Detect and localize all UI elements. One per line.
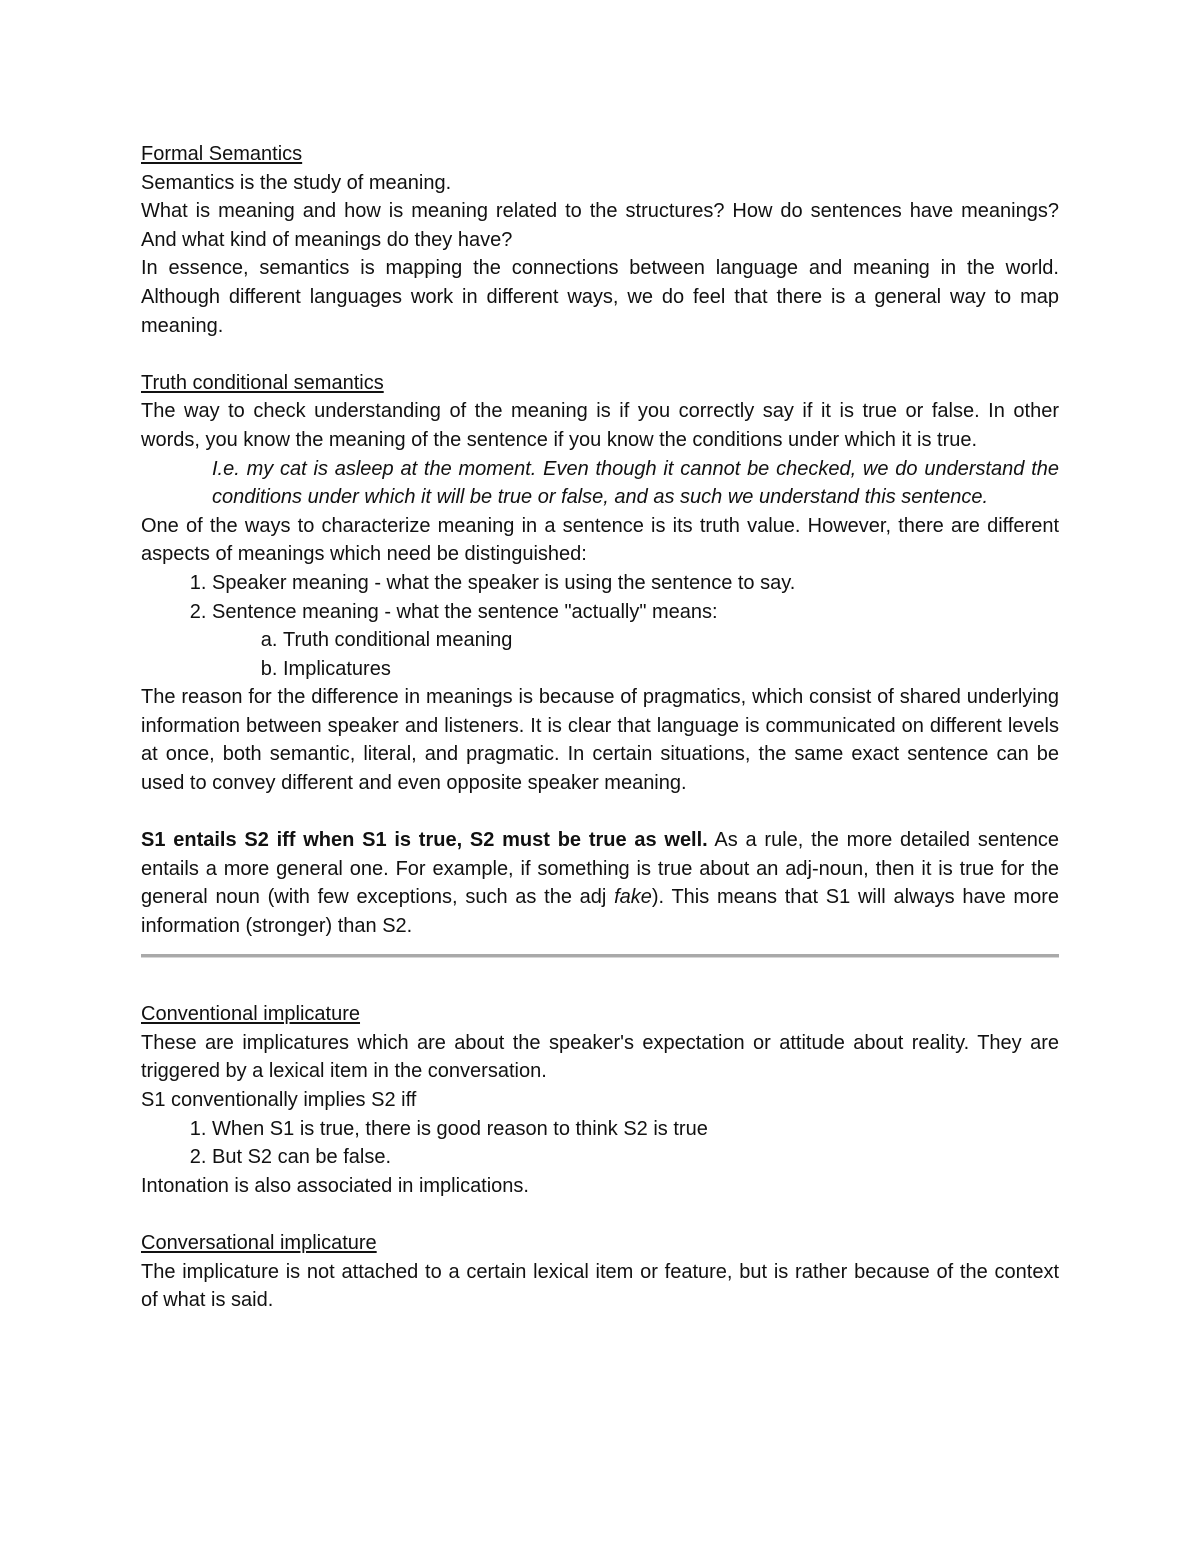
paragraph: The implicature is not attached to a certain lexical item or feature, but is rather because of the context of what is said.: [141, 1260, 1059, 1312]
paragraph: S1 conventionally implies S2 iff: [141, 1089, 417, 1111]
list-item: 1. Speaker meaning - what the speaker is using the sentence to say.: [212, 569, 1059, 598]
section-heading-conventional-implicature: Conventional implicature: [141, 1003, 361, 1026]
sub-list-item: a. Truth conditional meaning: [283, 626, 1059, 655]
paragraph: One of the ways to characterize meaning in a sentence is its truth value. However, there are different aspects of meanings which need be distinguished:: [141, 514, 1059, 566]
list-item: 1. When S1 is true, there is good reason to think S2 is true: [212, 1115, 1059, 1144]
sub-list: [212, 626, 1059, 683]
section-heading-conversational-implicature: Conversational implicature: [141, 1231, 377, 1254]
blank-line: [141, 1200, 1059, 1229]
italic-term: fake: [614, 886, 652, 909]
paragraph: The way to check understanding of the meaning is if you correctly say if it is true or false. In other words, you know the meaning of the sentence if you know the conditions under which it is true.: [141, 400, 1059, 451]
blank-line: [141, 798, 1059, 827]
list-item: 2. But S2 can be false.: [212, 1143, 1059, 1172]
horizontal-rule: [141, 954, 1059, 958]
section-heading-truth-conditional: Truth conditional semantics: [141, 371, 384, 394]
entailment-paragraph: [141, 826, 1059, 940]
paragraph-text: As a rule, the more detailed sentence entails a more general one. For example, if something is true about an adj-noun, then it is true for the general noun (with few exceptions, such as the adj: [141, 829, 1059, 909]
section-heading-formal-semantics: Formal Semantics: [141, 143, 303, 165]
numbered-list: [141, 569, 1059, 683]
paragraph: Semantics is the study of meaning.: [141, 171, 452, 194]
paragraph: The reason for the difference in meanings is because of pragmatics, which consist of shared underlying information between speaker and listeners. It is clear that language is communicated on different levels at once, both semantic, literal, and pragmatic. In certain situations, the same exact sentence can be used to convey different and even opposite speaker meaning.: [141, 686, 1059, 795]
example-paragraph: I.e. my cat is asleep at the moment. Even though it cannot be checked, we do understand the conditions under which it will be true or false, and as such we understand this sentence.: [212, 457, 1059, 509]
sub-list-item: b. Implicatures: [283, 655, 1059, 684]
document-page: [141, 140, 1059, 1315]
entailment-definition: S1 entails S2 iff when S1 is true, S2 must be true as well.: [141, 829, 708, 852]
paragraph: What is meaning and how is meaning related to the structures? How do sentences have meanings? And what kind of meanings do they have?: [141, 200, 1059, 251]
list-item: [212, 598, 1059, 684]
blank-line: [141, 972, 1059, 1001]
numbered-list: [141, 1115, 1059, 1172]
paragraph: These are implicatures which are about the speaker's expectation or attitude about reality. They are triggered by a lexical item in the conversation.: [141, 1031, 1059, 1083]
paragraph: Intonation is also associated in implications.: [141, 1174, 529, 1197]
paragraph-text: ). This means that S1 will always have more information (stronger) than S2.: [141, 886, 1059, 938]
list-item-text: Sentence meaning - what the sentence "actually" means:: [212, 600, 718, 623]
paragraph: In essence, semantics is mapping the connections between language and meaning in the world. Although different languages work in different ways, we do feel that there is a general way to map meaning.: [141, 257, 1059, 337]
blank-line: [141, 340, 1059, 369]
